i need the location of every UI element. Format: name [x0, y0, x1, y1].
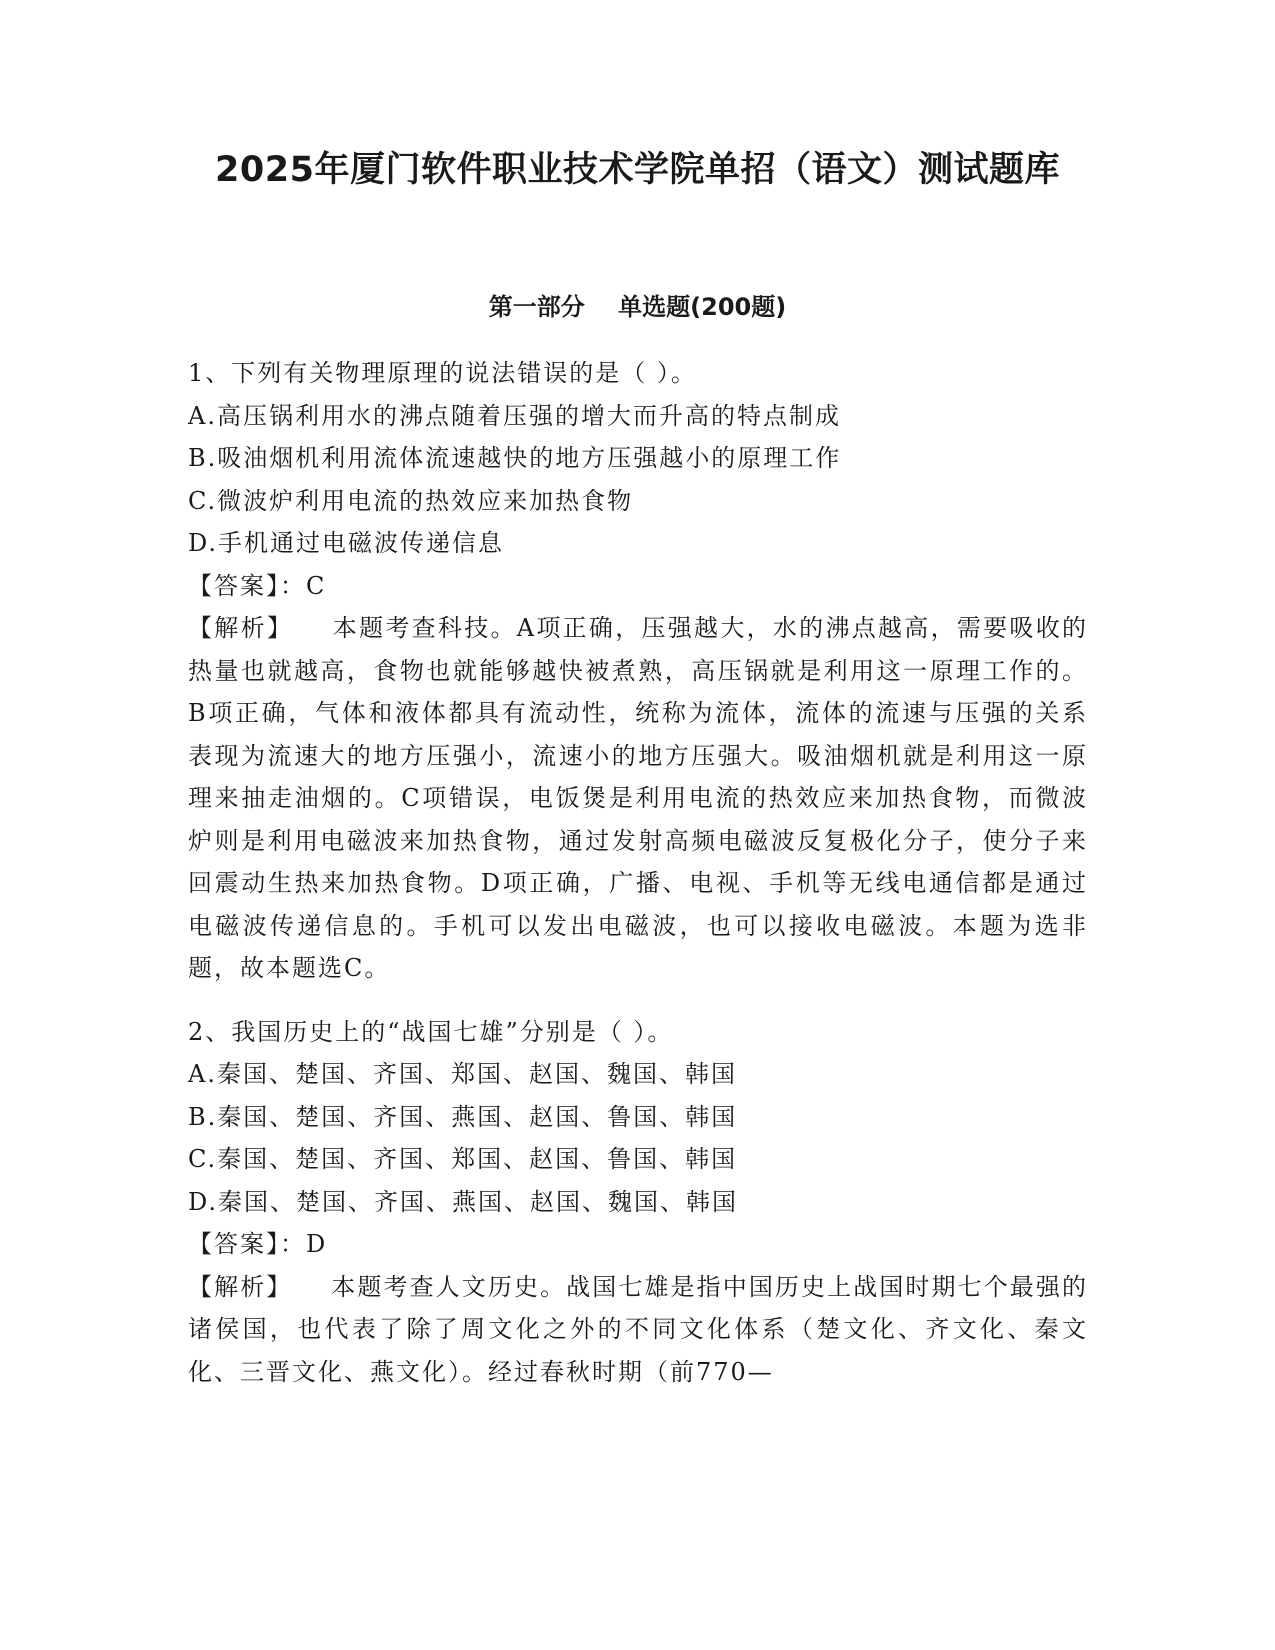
answer: 【答案】：D [188, 1230, 328, 1258]
page-title: 2025年厦门软件职业技术学院单招（语文）测试题库 [215, 150, 1060, 190]
question-list [188, 352, 1088, 1414]
analysis [188, 1266, 1088, 1394]
question-stem: 1、下列有关物理原理的说法错误的是（ ）。 [188, 359, 697, 387]
option-c: C.秦国、楚国、齐国、郑国、赵国、鲁国、韩国 [188, 1145, 738, 1173]
option-a: A.秦国、楚国、齐国、郑国、赵国、魏国、韩国 [188, 1060, 737, 1088]
answer: 【答案】：C [188, 571, 327, 600]
analysis-text: 本题考查科技。A项正确，压强越大，水的沸点越高，需要吸收的热量也就越高，食物也就能够越快被煮熟，高压锅就是利用这一原理工作的。B项正确，气体和液体都具有流动性，统称为流体，流体的流速与压强的关系表现为流速大的地方压强小，流速小的地方压强大。吸油烟机就是利用这一原理来抽走油烟的。C项错误，电饭煲是利用电流的热效应来加热食物，而微波炉则是利用电磁波来加热食物，通过发射高频电磁波反复极化分子，使分子来回震动生热来加热食物。D项正确，广播、电视、手机等无线电通信都是通过电磁波传递信息的。手机可以发出电磁波，也可以接收电磁波。本题为选非题，故本题选C。 [188, 614, 1089, 982]
section-title: 第一部分 单选题(200题) [488, 293, 787, 321]
option-b: B.吸油烟机利用流体流速越快的地方压强越小的原理工作 [188, 444, 842, 472]
analysis [188, 607, 1088, 990]
option-b: B.秦国、楚国、齐国、燕国、赵国、鲁国、韩国 [188, 1102, 738, 1131]
analysis-text: 本题考查人文历史。战国七雄是指中国历史上战国时期七个最强的诸侯国，也代表了除了周文化之外的不同文化体系（楚文化、齐文化、秦文化、三晋文化、燕文化）。经过春秋时期（前770— [188, 1272, 1089, 1386]
option-c: C.微波炉利用电流的热效应来加热食物 [188, 486, 634, 515]
question-2 [188, 1011, 1088, 1394]
question-stem: 2、我国历史上的“战国七雄”分别是（ ）。 [188, 1017, 674, 1046]
question-1 [188, 352, 1088, 990]
analysis-label: 【解析】 [188, 1272, 293, 1301]
option-d: D.手机通过电磁波传递信息 [188, 529, 505, 557]
analysis-label: 【解析】 [188, 614, 294, 642]
option-a: A.高压锅利用水的沸点随着压强的增大而升高的特点制成 [188, 401, 841, 430]
option-d: D.秦国、楚国、齐国、燕国、赵国、魏国、韩国 [188, 1187, 739, 1216]
